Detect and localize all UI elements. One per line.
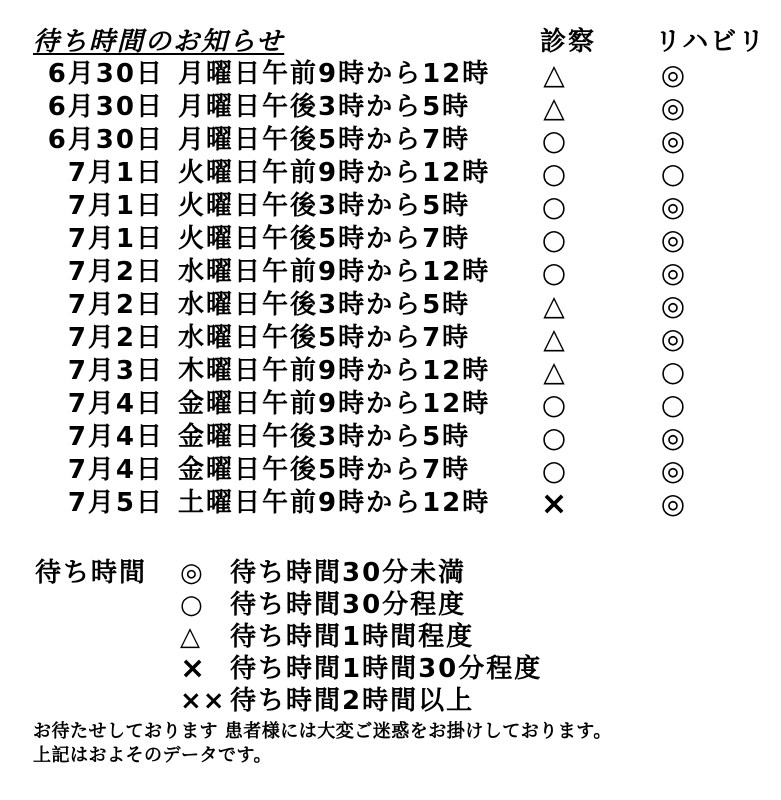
rehabilitation-wait-symbol: ○ (660, 388, 686, 421)
wait-time-table (0, 58, 781, 520)
table-row (0, 256, 781, 289)
row-date: 7月2日 (67, 323, 164, 353)
consultation-wait-symbol: △ (543, 322, 565, 355)
legend-label: 待ち時間1時間30分程度 (230, 654, 543, 684)
rehabilitation-wait-symbol: ○ (660, 157, 686, 190)
row-date: 6月30日 (47, 125, 164, 155)
row-time-slot: 金曜日午後5時から7時 (178, 455, 471, 485)
legend-heading: 待ち時間 (35, 558, 148, 588)
rehabilitation-wait-symbol: ◎ (660, 454, 686, 487)
consultation-wait-symbol: ○ (541, 223, 567, 256)
rehabilitation-wait-symbol: ◎ (660, 322, 686, 355)
rehabilitation-wait-symbol: ◎ (660, 58, 686, 91)
table-row (0, 322, 781, 355)
table-row (0, 421, 781, 454)
table-row (0, 289, 781, 322)
apology-line: お待たせしております 患者様には大変ご迷惑をお掛けしております。 (33, 721, 612, 742)
consultation-wait-symbol: ○ (541, 388, 567, 421)
column-header-consultation: 診察 (540, 27, 597, 57)
consultation-wait-symbol: △ (543, 58, 565, 91)
legend-item (0, 621, 781, 653)
legend-symbol: △ (180, 622, 201, 652)
row-date: 7月2日 (67, 257, 164, 287)
row-time-slot: 月曜日午後5時から7時 (178, 125, 471, 155)
page-title: 待ち時間のお知らせ (33, 27, 285, 57)
wait-time-legend (0, 557, 781, 717)
row-time-slot: 金曜日午前9時から12時 (178, 389, 491, 419)
rehabilitation-wait-symbol: ◎ (660, 91, 686, 124)
legend-item (0, 557, 781, 589)
legend-item (0, 653, 781, 685)
footer-note (33, 720, 612, 768)
table-row (0, 157, 781, 190)
row-time-slot: 火曜日午後5時から7時 (178, 224, 471, 254)
row-date: 7月1日 (67, 158, 164, 188)
consultation-wait-symbol: ○ (541, 421, 567, 454)
legend-label: 待ち時間30分程度 (230, 590, 467, 620)
rehabilitation-wait-symbol: ◎ (660, 256, 686, 289)
table-row (0, 91, 781, 124)
consultation-wait-symbol: ○ (541, 454, 567, 487)
consultation-wait-symbol: △ (543, 355, 565, 388)
legend-label: 待ち時間30分未満 (230, 558, 467, 588)
rehabilitation-wait-symbol: ◎ (660, 421, 686, 454)
row-time-slot: 水曜日午後5時から7時 (178, 323, 471, 353)
legend-label: 待ち時間2時間以上 (230, 686, 475, 716)
legend-label: 待ち時間1時間程度 (230, 622, 475, 652)
legend-symbol: × (180, 651, 207, 686)
consultation-wait-symbol: ○ (541, 124, 567, 157)
row-date: 7月3日 (67, 356, 164, 386)
row-time-slot: 火曜日午後3時から5時 (178, 191, 471, 221)
rehabilitation-wait-symbol: ◎ (660, 190, 686, 223)
table-row (0, 454, 781, 487)
consultation-wait-symbol: × (540, 484, 568, 522)
table-row (0, 355, 781, 388)
row-date: 6月30日 (47, 59, 164, 89)
rehabilitation-wait-symbol: ○ (660, 355, 686, 388)
consultation-wait-symbol: ○ (541, 157, 567, 190)
table-row (0, 223, 781, 256)
row-date: 7月4日 (67, 455, 164, 485)
rehabilitation-wait-symbol: ◎ (660, 487, 686, 520)
legend-symbol: ◎ (180, 558, 204, 588)
column-header-rehabilitation: リハビリ (655, 27, 767, 57)
consultation-wait-symbol: ○ (541, 256, 567, 289)
row-time-slot: 水曜日午前9時から12時 (178, 257, 491, 287)
row-time-slot: 火曜日午前9時から12時 (178, 158, 491, 188)
row-time-slot: 水曜日午後3時から5時 (178, 290, 471, 320)
row-time-slot: 木曜日午前9時から12時 (178, 356, 491, 386)
consultation-wait-symbol: ○ (541, 190, 567, 223)
row-date: 7月4日 (67, 389, 164, 419)
data-disclaimer-line: 上記はおよそのデータです。 (33, 745, 273, 766)
table-row (0, 484, 781, 522)
consultation-wait-symbol: △ (543, 289, 565, 322)
row-time-slot: 月曜日午前9時から12時 (178, 59, 491, 89)
legend-item (0, 589, 781, 621)
row-time-slot: 土曜日午前9時から12時 (178, 488, 491, 518)
row-date: 6月30日 (47, 92, 164, 122)
row-date: 7月2日 (67, 290, 164, 320)
row-date: 7月1日 (67, 191, 164, 221)
row-date: 7月5日 (67, 488, 164, 518)
row-date: 7月4日 (67, 422, 164, 452)
rehabilitation-wait-symbol: ◎ (660, 124, 686, 157)
rehabilitation-wait-symbol: ◎ (660, 223, 686, 256)
legend-item (0, 685, 781, 717)
consultation-wait-symbol: △ (543, 91, 565, 124)
table-row (0, 124, 781, 157)
table-row (0, 388, 781, 421)
table-row (0, 58, 781, 91)
legend-symbol: ×× (180, 686, 226, 716)
rehabilitation-wait-symbol: ◎ (660, 289, 686, 322)
legend-symbol: ○ (180, 590, 204, 620)
row-date: 7月1日 (67, 224, 164, 254)
row-time-slot: 月曜日午後3時から5時 (178, 92, 471, 122)
row-time-slot: 金曜日午後3時から5時 (178, 422, 471, 452)
table-row (0, 190, 781, 223)
